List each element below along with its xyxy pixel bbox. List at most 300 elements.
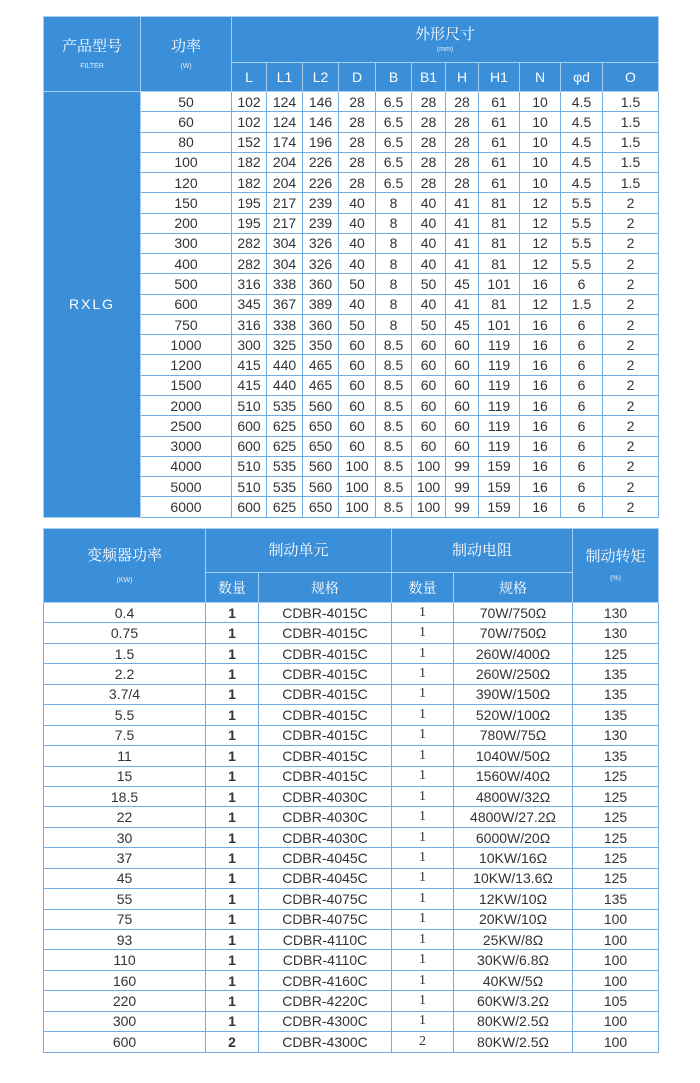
resistor-spec-cell: 10KW/13.6Ω bbox=[454, 868, 573, 888]
brake-unit-spec-cell: CDBR-4045C bbox=[259, 868, 392, 888]
dim-cell: 2 bbox=[603, 436, 659, 456]
dim-cell: 440 bbox=[267, 355, 303, 375]
dim-cell: 2 bbox=[603, 375, 659, 395]
dim-cell: 146 bbox=[303, 92, 339, 112]
dim-cell: 10 bbox=[520, 92, 561, 112]
brake-unit-qty-cell: 1 bbox=[206, 1011, 259, 1031]
inverter-power-cell: 93 bbox=[44, 930, 206, 950]
power-cell: 4000 bbox=[141, 456, 232, 476]
dim-cell: 8.5 bbox=[376, 497, 412, 517]
dim-cell: 119 bbox=[479, 436, 520, 456]
dim-cell: 6 bbox=[561, 274, 603, 294]
resistor-spec-cell: 520W/100Ω bbox=[454, 705, 573, 725]
braking-table bbox=[43, 528, 659, 1053]
header-brake-torque bbox=[573, 529, 659, 603]
brake-unit-qty-cell: 1 bbox=[206, 603, 259, 623]
dim-cell: 100 bbox=[339, 456, 376, 476]
dim-cell: 2 bbox=[603, 233, 659, 253]
header-dim-column: L2 bbox=[303, 63, 339, 92]
resistor-qty-cell: 1 bbox=[392, 991, 454, 1011]
power-cell: 60 bbox=[141, 112, 232, 132]
brake-unit-spec-cell: CDBR-4015C bbox=[259, 623, 392, 643]
inverter-power-cell: 0.75 bbox=[44, 623, 206, 643]
dim-cell: 41 bbox=[446, 294, 479, 314]
dim-cell: 8 bbox=[376, 213, 412, 233]
table-row bbox=[44, 991, 659, 1011]
dim-cell: 60 bbox=[412, 355, 446, 375]
resistor-qty-cell: 1 bbox=[392, 725, 454, 745]
dim-cell: 60 bbox=[446, 416, 479, 436]
brake-unit-spec-cell: CDBR-4030C bbox=[259, 786, 392, 806]
inverter-power-cell: 5.5 bbox=[44, 705, 206, 725]
header-model-subtitle: FILTER bbox=[80, 62, 104, 70]
dim-cell: 60 bbox=[339, 395, 376, 415]
dim-cell: 28 bbox=[339, 173, 376, 193]
dim-cell: 300 bbox=[232, 335, 267, 355]
dim-cell: 60 bbox=[339, 375, 376, 395]
dim-cell: 204 bbox=[267, 152, 303, 172]
dim-cell: 304 bbox=[267, 254, 303, 274]
power-cell: 5000 bbox=[141, 477, 232, 497]
inverter-power-cell: 600 bbox=[44, 1032, 206, 1052]
dim-cell: 152 bbox=[232, 132, 267, 152]
header-dim-column: O bbox=[603, 63, 659, 92]
dim-cell: 6 bbox=[561, 436, 603, 456]
dim-cell: 28 bbox=[446, 132, 479, 152]
resistor-spec-cell: 30KW/6.8Ω bbox=[454, 950, 573, 970]
dim-cell: 5.5 bbox=[561, 233, 603, 253]
dim-cell: 217 bbox=[267, 213, 303, 233]
brake-unit-qty-cell: 1 bbox=[206, 623, 259, 643]
dim-cell: 6 bbox=[561, 395, 603, 415]
inverter-power-cell: 75 bbox=[44, 909, 206, 929]
brake-torque-cell: 135 bbox=[573, 705, 659, 725]
dim-cell: 2 bbox=[603, 335, 659, 355]
dim-cell: 325 bbox=[267, 335, 303, 355]
brake-torque-cell: 100 bbox=[573, 1011, 659, 1031]
dim-cell: 40 bbox=[339, 233, 376, 253]
brake-unit-qty-cell: 1 bbox=[206, 807, 259, 827]
dim-cell: 6 bbox=[561, 355, 603, 375]
dim-cell: 326 bbox=[303, 233, 339, 253]
dim-cell: 100 bbox=[412, 477, 446, 497]
brake-torque-cell: 100 bbox=[573, 1032, 659, 1052]
header-row bbox=[44, 529, 659, 573]
resistor-spec-cell: 1560W/40Ω bbox=[454, 766, 573, 786]
header-power-unit: (W) bbox=[180, 62, 192, 70]
dim-cell: 4.5 bbox=[561, 92, 603, 112]
dim-cell: 360 bbox=[303, 314, 339, 334]
brake-unit-spec-cell: CDBR-4015C bbox=[259, 725, 392, 745]
brake-unit-spec-cell: CDBR-4110C bbox=[259, 950, 392, 970]
resistor-qty-cell: 1 bbox=[392, 786, 454, 806]
dim-cell: 99 bbox=[446, 477, 479, 497]
dim-cell: 625 bbox=[267, 436, 303, 456]
dim-cell: 50 bbox=[412, 274, 446, 294]
brake-unit-qty-cell: 1 bbox=[206, 930, 259, 950]
dim-cell: 2 bbox=[603, 395, 659, 415]
power-cell: 1000 bbox=[141, 335, 232, 355]
brake-torque-cell: 135 bbox=[573, 889, 659, 909]
resistor-qty-cell: 1 bbox=[392, 848, 454, 868]
dim-cell: 60 bbox=[339, 355, 376, 375]
dim-cell: 2 bbox=[603, 477, 659, 497]
brake-torque-cell: 125 bbox=[573, 848, 659, 868]
dim-cell: 510 bbox=[232, 395, 267, 415]
dim-cell: 465 bbox=[303, 375, 339, 395]
table-row bbox=[44, 950, 659, 970]
dim-cell: 50 bbox=[339, 274, 376, 294]
dim-cell: 600 bbox=[232, 416, 267, 436]
dim-cell: 60 bbox=[339, 335, 376, 355]
brake-unit-qty-cell: 1 bbox=[206, 909, 259, 929]
dim-cell: 28 bbox=[412, 92, 446, 112]
dim-cell: 389 bbox=[303, 294, 339, 314]
header-resistor-qty: 数量 bbox=[392, 573, 454, 603]
dim-cell: 6 bbox=[561, 314, 603, 334]
dim-cell: 124 bbox=[267, 92, 303, 112]
dim-cell: 625 bbox=[267, 416, 303, 436]
dim-cell: 16 bbox=[520, 497, 561, 517]
power-cell: 1500 bbox=[141, 375, 232, 395]
dim-cell: 16 bbox=[520, 274, 561, 294]
header-dim-column: N bbox=[520, 63, 561, 92]
header-inverter-power-title: 变频器功率 bbox=[86, 546, 162, 564]
resistor-spec-cell: 10KW/16Ω bbox=[454, 848, 573, 868]
table-row bbox=[44, 909, 659, 929]
dim-cell: 1.5 bbox=[603, 132, 659, 152]
brake-unit-spec-cell: CDBR-4030C bbox=[259, 827, 392, 847]
dim-cell: 12 bbox=[520, 294, 561, 314]
dim-cell: 4.5 bbox=[561, 152, 603, 172]
dim-cell: 100 bbox=[412, 456, 446, 476]
dim-cell: 61 bbox=[479, 152, 520, 172]
dim-cell: 28 bbox=[446, 92, 479, 112]
dim-cell: 16 bbox=[520, 375, 561, 395]
dim-cell: 8.5 bbox=[376, 355, 412, 375]
header-unit-qty: 数量 bbox=[206, 573, 259, 603]
header-brake-resistor-title: 制动电阻 bbox=[452, 542, 513, 559]
dim-cell: 16 bbox=[520, 456, 561, 476]
dim-cell: 239 bbox=[303, 193, 339, 213]
dim-cell: 326 bbox=[303, 254, 339, 274]
dim-cell: 360 bbox=[303, 274, 339, 294]
table-row bbox=[44, 970, 659, 990]
dim-cell: 45 bbox=[446, 314, 479, 334]
brake-unit-qty-cell: 1 bbox=[206, 705, 259, 725]
dim-cell: 650 bbox=[303, 497, 339, 517]
dim-cell: 60 bbox=[412, 375, 446, 395]
dim-cell: 40 bbox=[412, 213, 446, 233]
dim-cell: 61 bbox=[479, 92, 520, 112]
dim-cell: 60 bbox=[446, 355, 479, 375]
dim-cell: 282 bbox=[232, 233, 267, 253]
dim-cell: 6 bbox=[561, 416, 603, 436]
dim-cell: 45 bbox=[446, 274, 479, 294]
brake-unit-spec-cell: CDBR-4045C bbox=[259, 848, 392, 868]
resistor-qty-cell: 1 bbox=[392, 643, 454, 663]
dim-cell: 40 bbox=[412, 294, 446, 314]
inverter-power-cell: 15 bbox=[44, 766, 206, 786]
resistor-qty-cell: 1 bbox=[392, 1011, 454, 1031]
header-dim-column: B1 bbox=[412, 63, 446, 92]
dim-cell: 40 bbox=[412, 233, 446, 253]
header-dim-column: L1 bbox=[267, 63, 303, 92]
table-row bbox=[44, 868, 659, 888]
dim-cell: 28 bbox=[446, 152, 479, 172]
brake-unit-spec-cell: CDBR-4075C bbox=[259, 909, 392, 929]
inverter-power-cell: 2.2 bbox=[44, 664, 206, 684]
brake-unit-spec-cell: CDBR-4075C bbox=[259, 889, 392, 909]
table-row bbox=[44, 643, 659, 663]
dim-cell: 100 bbox=[412, 497, 446, 517]
dim-cell: 650 bbox=[303, 436, 339, 456]
dim-cell: 60 bbox=[339, 436, 376, 456]
resistor-spec-cell: 80KW/2.5Ω bbox=[454, 1011, 573, 1031]
dim-cell: 535 bbox=[267, 395, 303, 415]
dim-cell: 28 bbox=[339, 152, 376, 172]
dim-cell: 28 bbox=[339, 132, 376, 152]
brake-unit-qty-cell: 1 bbox=[206, 746, 259, 766]
filter-dimensions-table bbox=[43, 16, 659, 518]
table-row bbox=[44, 725, 659, 745]
header-dimensions-unit: (mm) bbox=[436, 45, 454, 53]
model-cell: RXLG bbox=[44, 92, 141, 518]
resistor-spec-cell: 780W/75Ω bbox=[454, 725, 573, 745]
inverter-power-cell: 110 bbox=[44, 950, 206, 970]
inverter-power-cell: 160 bbox=[44, 970, 206, 990]
dim-cell: 2 bbox=[603, 274, 659, 294]
resistor-spec-cell: 6000W/20Ω bbox=[454, 827, 573, 847]
dim-cell: 16 bbox=[520, 314, 561, 334]
header-power-title: 功率 bbox=[170, 37, 201, 55]
dim-cell: 16 bbox=[520, 355, 561, 375]
dim-cell: 102 bbox=[232, 112, 267, 132]
brake-torque-cell: 100 bbox=[573, 970, 659, 990]
brake-torque-cell: 125 bbox=[573, 786, 659, 806]
dim-cell: 28 bbox=[339, 112, 376, 132]
dim-cell: 6 bbox=[561, 456, 603, 476]
resistor-spec-cell: 1040W/50Ω bbox=[454, 746, 573, 766]
power-cell: 100 bbox=[141, 152, 232, 172]
dim-cell: 2 bbox=[603, 355, 659, 375]
brake-unit-spec-cell: CDBR-4220C bbox=[259, 991, 392, 1011]
dim-cell: 6.5 bbox=[376, 92, 412, 112]
dim-cell: 304 bbox=[267, 233, 303, 253]
inverter-power-cell: 37 bbox=[44, 848, 206, 868]
brake-unit-spec-cell: CDBR-4110C bbox=[259, 930, 392, 950]
dim-cell: 1.5 bbox=[603, 112, 659, 132]
dim-cell: 28 bbox=[412, 152, 446, 172]
dim-cell: 81 bbox=[479, 193, 520, 213]
dim-cell: 415 bbox=[232, 375, 267, 395]
dim-cell: 61 bbox=[479, 173, 520, 193]
power-cell: 50 bbox=[141, 92, 232, 112]
dim-cell: 8.5 bbox=[376, 436, 412, 456]
dim-cell: 60 bbox=[339, 416, 376, 436]
power-cell: 200 bbox=[141, 213, 232, 233]
resistor-spec-cell: 40KW/5Ω bbox=[454, 970, 573, 990]
dim-cell: 81 bbox=[479, 254, 520, 274]
dim-cell: 60 bbox=[446, 335, 479, 355]
header-dimensions bbox=[232, 17, 659, 63]
dim-cell: 12 bbox=[520, 254, 561, 274]
table-row bbox=[44, 705, 659, 725]
table-row bbox=[44, 930, 659, 950]
header-dim-column: φd bbox=[561, 63, 603, 92]
dim-cell: 40 bbox=[412, 254, 446, 274]
dim-cell: 4.5 bbox=[561, 132, 603, 152]
dim-cell: 560 bbox=[303, 395, 339, 415]
table-row bbox=[44, 766, 659, 786]
brake-torque-cell: 135 bbox=[573, 746, 659, 766]
dim-cell: 41 bbox=[446, 254, 479, 274]
brake-unit-spec-cell: CDBR-4015C bbox=[259, 746, 392, 766]
brake-torque-cell: 125 bbox=[573, 807, 659, 827]
dim-cell: 124 bbox=[267, 112, 303, 132]
brake-unit-qty-cell: 1 bbox=[206, 950, 259, 970]
brake-torque-cell: 130 bbox=[573, 603, 659, 623]
resistor-spec-cell: 260W/400Ω bbox=[454, 643, 573, 663]
dim-cell: 16 bbox=[520, 477, 561, 497]
table-row bbox=[44, 827, 659, 847]
dim-cell: 10 bbox=[520, 112, 561, 132]
resistor-spec-cell: 70W/750Ω bbox=[454, 603, 573, 623]
dim-cell: 2 bbox=[603, 416, 659, 436]
dim-cell: 5.5 bbox=[561, 193, 603, 213]
filter-table-body bbox=[44, 92, 659, 518]
resistor-spec-cell: 20KW/10Ω bbox=[454, 909, 573, 929]
dim-cell: 6 bbox=[561, 477, 603, 497]
dim-cell: 40 bbox=[339, 294, 376, 314]
resistor-spec-cell: 260W/250Ω bbox=[454, 664, 573, 684]
dim-cell: 600 bbox=[232, 436, 267, 456]
dim-cell: 61 bbox=[479, 112, 520, 132]
dim-cell: 60 bbox=[412, 395, 446, 415]
dim-cell: 316 bbox=[232, 314, 267, 334]
dim-cell: 8 bbox=[376, 274, 412, 294]
dim-cell: 41 bbox=[446, 233, 479, 253]
dim-cell: 282 bbox=[232, 254, 267, 274]
table-row bbox=[44, 684, 659, 704]
dim-cell: 159 bbox=[479, 497, 520, 517]
dim-cell: 60 bbox=[446, 395, 479, 415]
dim-cell: 6 bbox=[561, 335, 603, 355]
dim-cell: 5.5 bbox=[561, 254, 603, 274]
brake-unit-qty-cell: 1 bbox=[206, 991, 259, 1011]
dim-cell: 119 bbox=[479, 395, 520, 415]
dim-cell: 8.5 bbox=[376, 416, 412, 436]
dim-cell: 99 bbox=[446, 497, 479, 517]
dim-cell: 345 bbox=[232, 294, 267, 314]
dim-cell: 8.5 bbox=[376, 477, 412, 497]
dim-cell: 119 bbox=[479, 355, 520, 375]
dim-cell: 560 bbox=[303, 477, 339, 497]
dim-cell: 650 bbox=[303, 416, 339, 436]
inverter-power-cell: 3.7/4 bbox=[44, 684, 206, 704]
resistor-qty-cell: 1 bbox=[392, 603, 454, 623]
header-inverter-power bbox=[44, 529, 206, 603]
inverter-power-cell: 30 bbox=[44, 827, 206, 847]
dim-cell: 60 bbox=[412, 335, 446, 355]
resistor-qty-cell: 1 bbox=[392, 868, 454, 888]
brake-unit-spec-cell: CDBR-4015C bbox=[259, 603, 392, 623]
header-brake-unit-title: 制动单元 bbox=[268, 542, 329, 559]
dim-cell: 102 bbox=[232, 92, 267, 112]
dim-cell: 12 bbox=[520, 193, 561, 213]
power-cell: 120 bbox=[141, 173, 232, 193]
dim-cell: 239 bbox=[303, 213, 339, 233]
brake-torque-cell: 105 bbox=[573, 991, 659, 1011]
dim-cell: 60 bbox=[446, 436, 479, 456]
resistor-qty-cell: 1 bbox=[392, 930, 454, 950]
brake-unit-spec-cell: CDBR-4160C bbox=[259, 970, 392, 990]
power-cell: 1200 bbox=[141, 355, 232, 375]
dim-cell: 217 bbox=[267, 193, 303, 213]
dim-cell: 10 bbox=[520, 152, 561, 172]
inverter-power-cell: 18.5 bbox=[44, 786, 206, 806]
brake-unit-spec-cell: CDBR-4015C bbox=[259, 664, 392, 684]
table-row bbox=[44, 92, 659, 112]
header-dim-column: D bbox=[339, 63, 376, 92]
table-row bbox=[44, 1032, 659, 1052]
header-brake-torque-title: 制动转矩 bbox=[585, 548, 646, 565]
header-dimensions-title: 外形尺寸 bbox=[414, 25, 475, 43]
power-cell: 2000 bbox=[141, 395, 232, 415]
dim-cell: 101 bbox=[479, 274, 520, 294]
power-cell: 80 bbox=[141, 132, 232, 152]
dim-cell: 100 bbox=[339, 497, 376, 517]
dim-cell: 8.5 bbox=[376, 375, 412, 395]
resistor-qty-cell: 1 bbox=[392, 623, 454, 643]
brake-torque-cell: 130 bbox=[573, 725, 659, 745]
dim-cell: 12 bbox=[520, 213, 561, 233]
dim-cell: 12 bbox=[520, 233, 561, 253]
power-cell: 500 bbox=[141, 274, 232, 294]
brake-unit-qty-cell: 1 bbox=[206, 643, 259, 663]
dim-cell: 159 bbox=[479, 477, 520, 497]
dim-cell: 100 bbox=[339, 477, 376, 497]
resistor-qty-cell: 1 bbox=[392, 705, 454, 725]
dim-cell: 81 bbox=[479, 294, 520, 314]
dim-cell: 8 bbox=[376, 193, 412, 213]
dim-cell: 2 bbox=[603, 213, 659, 233]
table-row bbox=[44, 623, 659, 643]
inverter-power-cell: 1.5 bbox=[44, 643, 206, 663]
dim-cell: 119 bbox=[479, 375, 520, 395]
header-row bbox=[44, 17, 659, 63]
power-cell: 300 bbox=[141, 233, 232, 253]
dim-cell: 28 bbox=[339, 92, 376, 112]
resistor-spec-cell: 4800W/27.2Ω bbox=[454, 807, 573, 827]
dim-cell: 81 bbox=[479, 213, 520, 233]
dim-cell: 41 bbox=[446, 213, 479, 233]
table-row bbox=[44, 603, 659, 623]
dim-cell: 204 bbox=[267, 173, 303, 193]
dim-cell: 40 bbox=[339, 193, 376, 213]
dim-cell: 6 bbox=[561, 497, 603, 517]
dim-cell: 226 bbox=[303, 173, 339, 193]
resistor-spec-cell: 390W/150Ω bbox=[454, 684, 573, 704]
brake-torque-cell: 100 bbox=[573, 909, 659, 929]
dim-cell: 2 bbox=[603, 254, 659, 274]
header-dim-column: H bbox=[446, 63, 479, 92]
power-cell: 750 bbox=[141, 314, 232, 334]
dim-cell: 16 bbox=[520, 395, 561, 415]
header-brake-torque-unit: (%) bbox=[610, 575, 621, 582]
inverter-power-cell: 22 bbox=[44, 807, 206, 827]
dim-cell: 6.5 bbox=[376, 152, 412, 172]
